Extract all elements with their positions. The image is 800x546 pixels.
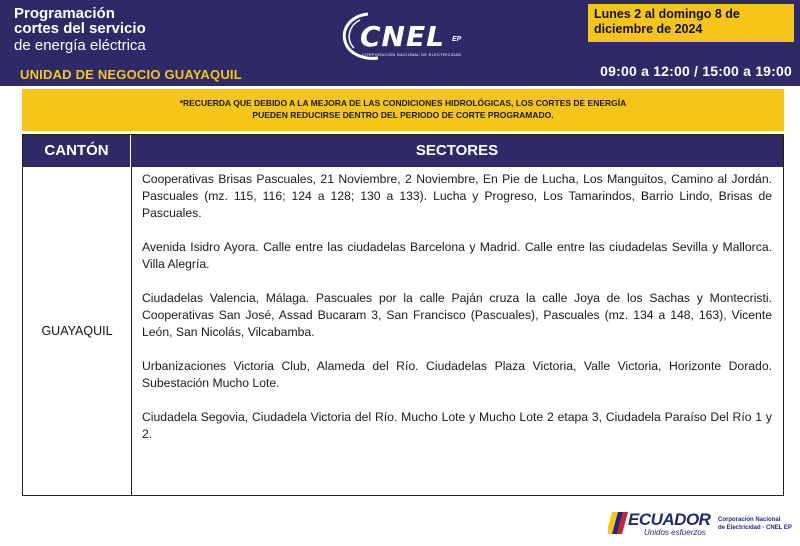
column-header-canton: CANTÓN: [23, 135, 131, 167]
date-line-2: diciembre de 2024: [594, 22, 703, 36]
sector-paragraph: Avenida Isidro Ayora. Calle entre las ciudadelas Barcelona y Madrid. Calle entre las ciudadelas Sevilla y Mallorca. Villa Alegría.: [142, 240, 772, 271]
canton-name: GUAYAQUIL: [41, 324, 113, 338]
sector-paragraph: Ciudadela Segovia, Ciudadela Victoria del Río. Mucho Lote y Mucho Lote 2 etapa 3, Ciudadela Paraíso Del Río 1 y 2.: [142, 410, 772, 441]
cnel-logo: [338, 8, 468, 68]
notice-line-2: PUEDEN REDUCIRSE DENTRO DEL PERIODO DE CORTE PROGRAMADO.: [252, 110, 554, 120]
logo-subtitle: CORPORACIÓN NACIONAL DE ELECTRICIDAD: [362, 52, 462, 57]
sectores-cell: [142, 171, 772, 460]
logo-ep: EP: [452, 36, 462, 43]
business-unit-label: UNIDAD DE NEGOCIO GUAYAQUIL: [20, 67, 242, 82]
ecuador-wordmark: ECUADOR: [628, 510, 711, 529]
title-line-1: Programación: [14, 5, 115, 22]
sector-paragraph: Cooperativas Brisas Pascuales, 21 Noviembre, 2 Noviembre, En Pie de Lucha, Los Manguitos, Camino al Jordán. Pascuales (mz. 115, 116; 124 a 128; 130 a 133). Lucha y Progreso, Los Tamarindos, Barrio Lindo, Brisas de Pascuales.: [142, 172, 772, 220]
column-header-sectores: SECTORES: [415, 142, 499, 159]
ecuador-footer-logo: [608, 508, 794, 542]
date-line-1: Lunes 2 al domingo 8 de: [594, 7, 740, 21]
title-line-2: cortes del servicio: [14, 20, 146, 37]
outage-table: [22, 134, 784, 496]
header-banner: [0, 0, 800, 86]
canton-cell: [23, 167, 132, 495]
table-header: [23, 135, 783, 167]
corp-line-1: Corporación Nacional: [718, 517, 781, 523]
date-range-box: [588, 4, 794, 42]
sector-paragraph: Urbanizaciones Victoria Club, Alameda del Río. Ciudadelas Plaza Victoria, Valle Victoria, Horizonte Dorado. Subestación Mucho Lote.: [142, 359, 772, 390]
ecuador-tagline: Unidos esfuerzos: [644, 528, 706, 537]
notice-line-1: *RECUERDA QUE DEBIDO A LA MEJORA DE LAS CONDICIONES HIDROLÓGICAS, LOS CORTES DE ENERGÍA: [179, 98, 627, 108]
corporation-name: [718, 516, 792, 532]
outage-hours: 09:00 a 12:00 / 15:00 a 19:00: [600, 63, 792, 79]
sector-paragraph: Ciudadelas Valencia, Málaga. Pascuales por la calle Paján cruza la calle Joya de los Sachas y Montecristi. Cooperativas San José, Assad Bucaram 3, San Francisco (Pascuales), Pascuales (mz. 134 a 148, 163), Vicente León, San Nicolás, Vilcabamba.: [142, 291, 772, 339]
title-line-3: de energía eléctrica: [14, 37, 146, 54]
logo-wordmark: CNEL: [360, 20, 445, 53]
program-title: [14, 6, 146, 54]
notice-banner: [22, 89, 784, 131]
corp-line-2: de Electricidad - CNEL EP: [718, 525, 792, 531]
